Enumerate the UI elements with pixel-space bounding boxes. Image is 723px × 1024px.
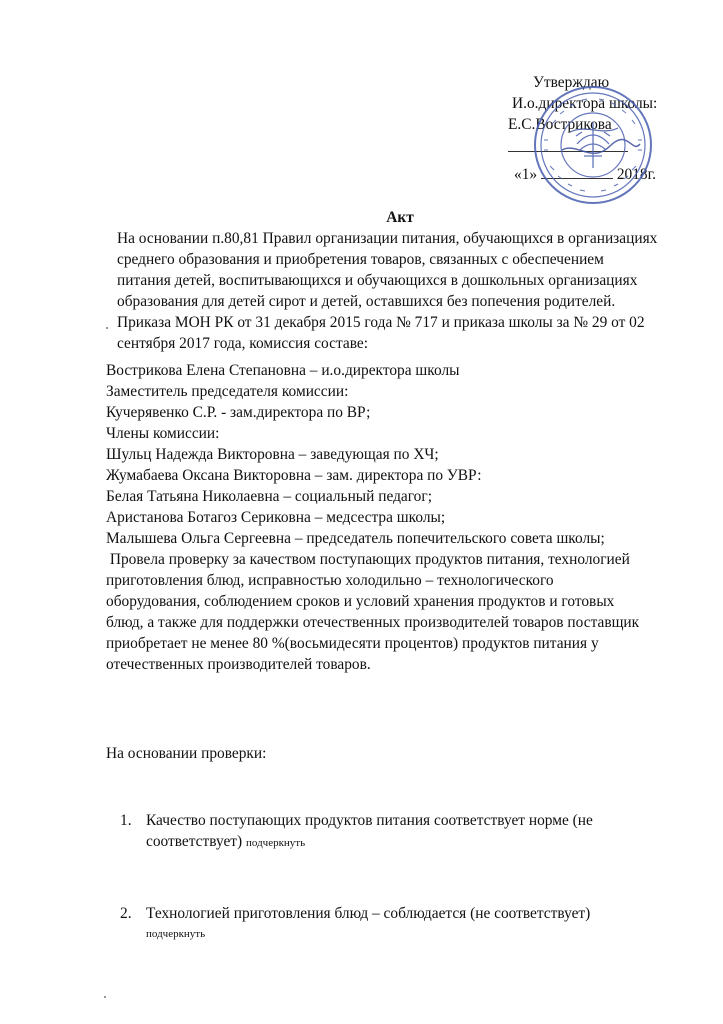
underline-note: подчеркнуть [146, 928, 206, 940]
intro-line: сентября 2017 года, комиссия составе: [117, 335, 368, 352]
school-stamp [532, 84, 657, 206]
approval-date-year: 2018г. [616, 166, 657, 183]
list-item-text: Технологией приготовления блюд – соблюдается (не соответствует) подчеркнуть [146, 903, 706, 945]
check-description-line: Провела проверку за качеством поступающих продуктов питания, технологией [106, 551, 630, 568]
commission-line: Вострикова Елена Степановна – и.о.директора школы [106, 362, 460, 379]
approval-title: Утверждаю [533, 74, 610, 91]
list-item-text: Качество поступающих продуктов питания соответствует норме (не соответствует) подчеркнуть [146, 812, 593, 850]
basis-heading: На основании проверки: [106, 745, 267, 762]
commission-line: Кучерявенко С.Р. - зам.директора по ВР; [106, 404, 371, 421]
commission-line: Малышева Ольга Сергеевна – председатель попечительского совета школы; [106, 530, 605, 547]
list-number: 2. [120, 905, 132, 922]
approval-date: «1» 2018г. [514, 166, 657, 183]
check-description-line: блюд, а также для поддержки отечественных производителей товаров поставщик [106, 614, 640, 631]
commission-line: Аристанова Ботагоз Сериковна – медсестра школы; [106, 509, 446, 526]
intro-line: питания детей, воспитывающихся и обучающихся в дошкольных организациях [117, 272, 638, 289]
commission-line: Члены комиссии: [106, 425, 220, 442]
check-description-line: приготовления блюд, исправностью холодильно – технологического [106, 572, 554, 589]
approval-date-day: 1 [521, 166, 530, 183]
commission-line: Заместитель председателя комиссии: [106, 383, 349, 400]
intro-paragraph [117, 228, 722, 354]
list-number: 1. [120, 812, 132, 829]
underline-note: подчеркнуть [246, 837, 306, 849]
scan-speck [104, 996, 106, 998]
approval-position: И.о.директора школы: [512, 95, 658, 112]
intro-line: На основании п.80,81 Правил организации питания, обучающихся в организациях [117, 230, 658, 247]
commission-line: Белая Татьяна Николаевна – социальный педагог; [106, 488, 432, 505]
commission-line: Шульц Надежда Викторовна – заведующая по ХЧ; [106, 446, 439, 463]
commission-section [106, 360, 716, 675]
check-description-line: оборудования, соблюдением сроков и условий хранения продуктов и готовых [106, 593, 615, 610]
intro-line: Приказа МОН РК от 31 декабря 2015 года № 717 и приказа школы за № 29 от 02 [117, 314, 645, 331]
check-description-line: отечественных производителей товаров. [106, 656, 371, 673]
approval-name: Е.С.Вострикова [508, 116, 612, 133]
commission-line: Жумабаева Оксана Викторовна – зам. директора по УВР: [106, 467, 482, 484]
scan-speck [106, 327, 108, 329]
intro-line: образования для детей сирот и детей, оставшихся без попечения родителей. [117, 293, 616, 310]
document-title: Акт [386, 209, 414, 226]
check-description-line: приобретает не менее 80 %(восьмидесяти процентов) продуктов питания у [106, 635, 599, 652]
intro-line: среднего образования и приобретения товаров, связанных с обеспечением [117, 251, 604, 268]
